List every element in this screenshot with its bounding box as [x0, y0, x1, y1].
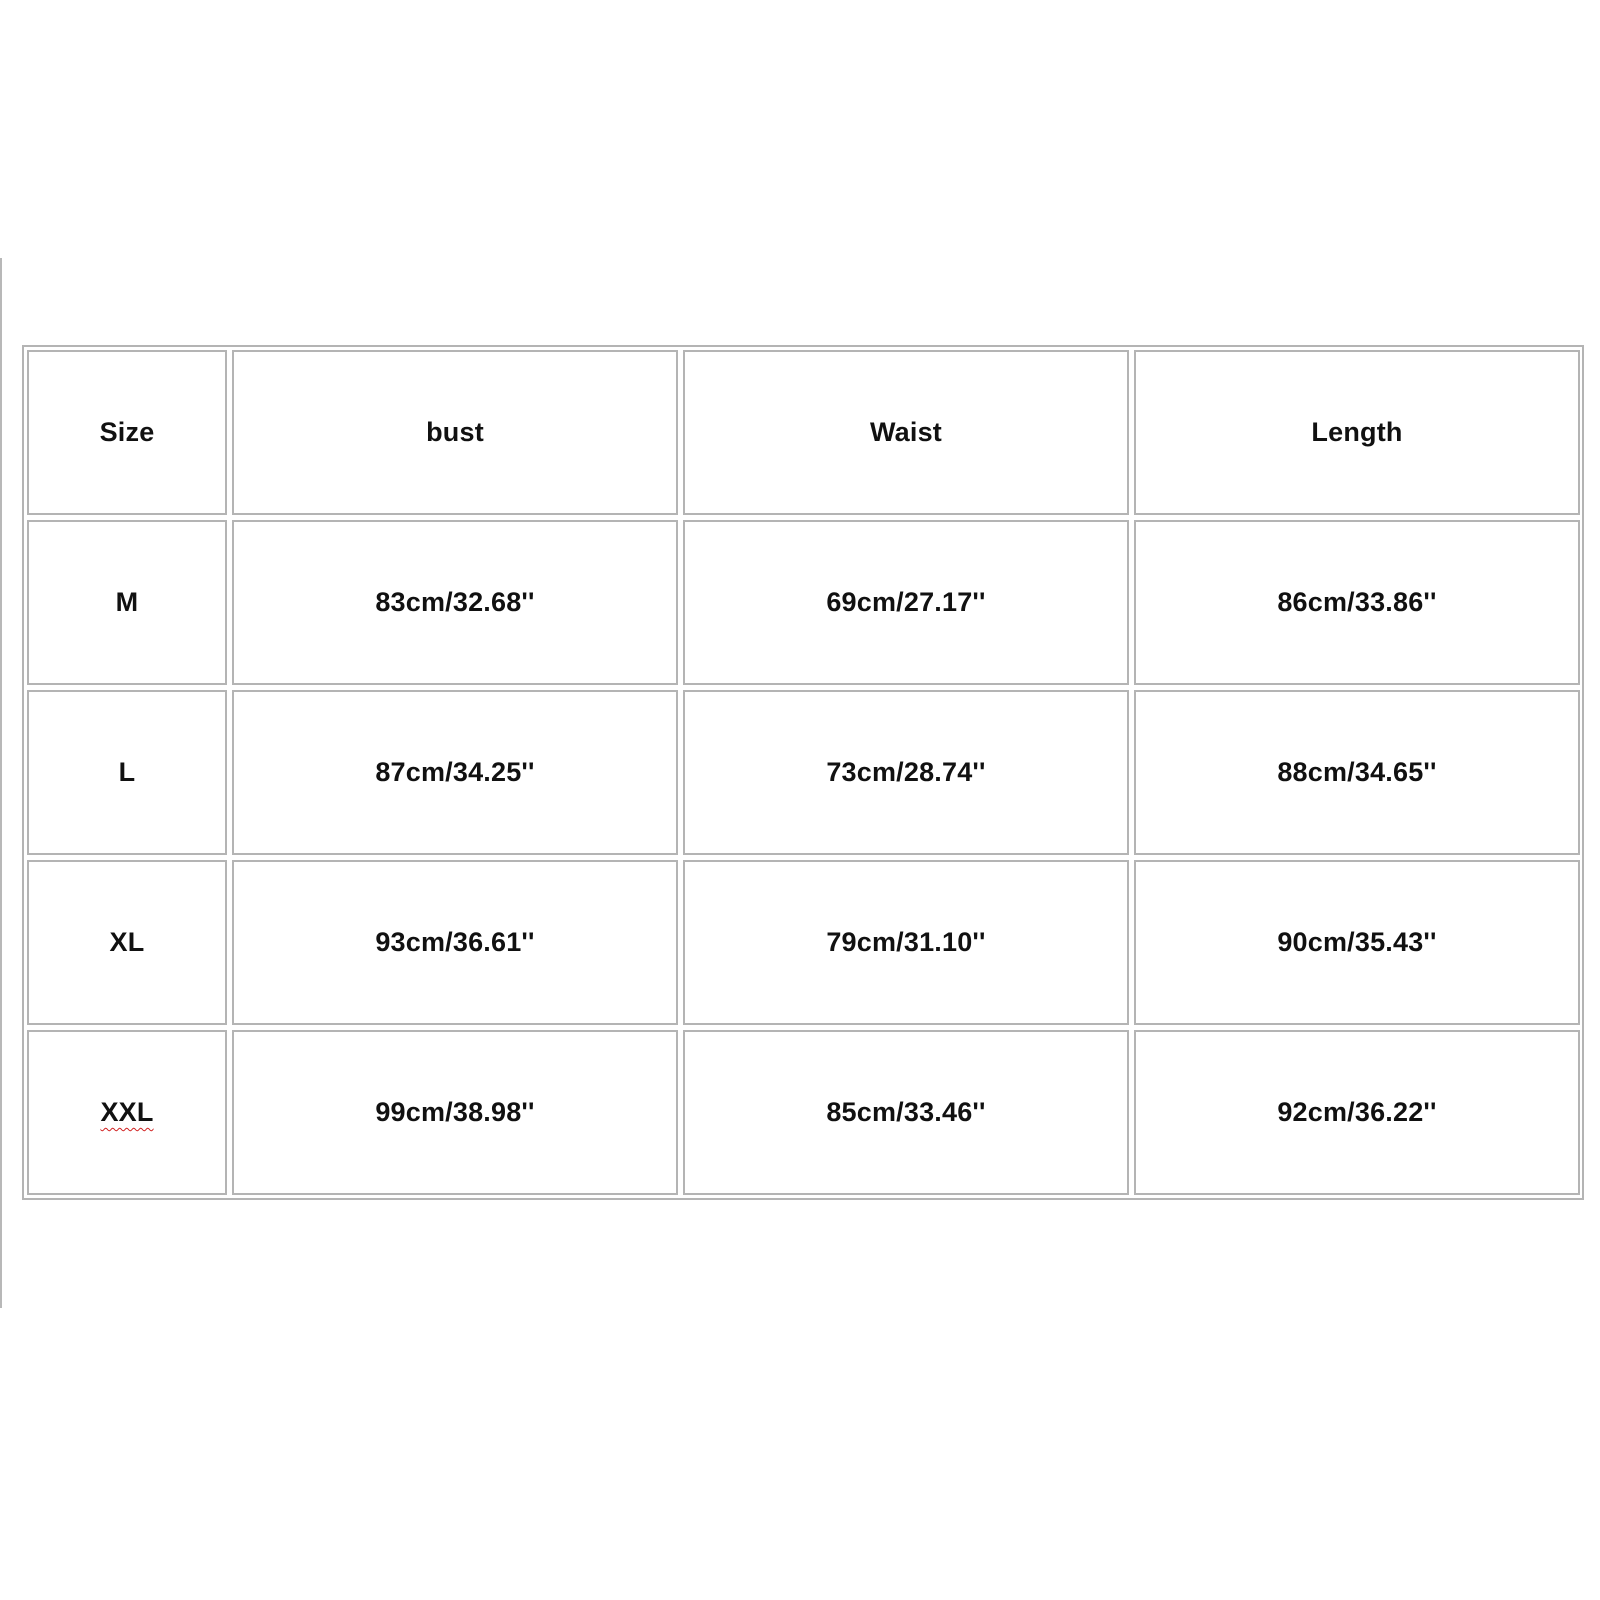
row-l-waist: 73cm/28.74''	[683, 690, 1129, 855]
header-length: Length	[1134, 350, 1580, 515]
row-m-bust: 83cm/32.68''	[232, 520, 678, 685]
header-bust: bust	[232, 350, 678, 515]
row-l-length: 88cm/34.65''	[1134, 690, 1580, 855]
size-chart-table	[22, 345, 1584, 1200]
row-m-length: 86cm/33.86''	[1134, 520, 1580, 685]
left-edge-rule	[0, 258, 2, 1308]
header-waist: Waist	[683, 350, 1129, 515]
row-xxl-bust: 99cm/38.98''	[232, 1030, 678, 1195]
row-xl-waist: 79cm/31.10''	[683, 860, 1129, 1025]
row-xxl-size-label: XXL	[100, 1097, 154, 1127]
row-xl-size: XL	[27, 860, 227, 1025]
row-m-size: M	[27, 520, 227, 685]
row-xxl-size	[27, 1030, 227, 1195]
row-l-size: L	[27, 690, 227, 855]
row-xl-length: 90cm/35.43''	[1134, 860, 1580, 1025]
row-xl-bust: 93cm/36.61''	[232, 860, 678, 1025]
row-xxl-waist: 85cm/33.46''	[683, 1030, 1129, 1195]
header-size: Size	[27, 350, 227, 515]
row-l-bust: 87cm/34.25''	[232, 690, 678, 855]
row-xxl-length: 92cm/36.22''	[1134, 1030, 1580, 1195]
row-m-waist: 69cm/27.17''	[683, 520, 1129, 685]
